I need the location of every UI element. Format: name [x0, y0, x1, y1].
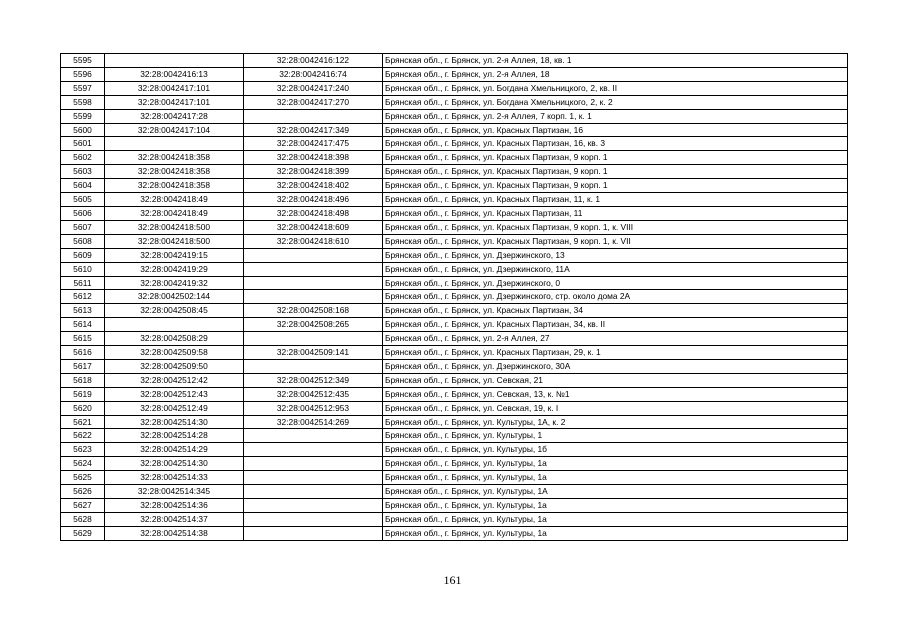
- table-row: [61, 457, 848, 471]
- table-row: [61, 276, 848, 290]
- building-cadastral-cell: [244, 248, 383, 262]
- row-number-cell: 5598: [61, 95, 105, 109]
- building-cadastral-cell: [244, 443, 383, 457]
- table-row: [61, 95, 848, 109]
- address-cell: Брянская обл., г. Брянск, ул. Дзержинского, 0: [383, 276, 848, 290]
- parcel-cadastral-cell: 32:28:0042418:500: [105, 234, 244, 248]
- address-cell: Брянская обл., г. Брянск, ул. Красных Партизан, 11, к. 1: [383, 193, 848, 207]
- parcel-cadastral-cell: 32:28:0042418:500: [105, 220, 244, 234]
- building-cadastral-cell: 32:28:0042418:498: [244, 206, 383, 220]
- building-cadastral-cell: 32:28:0042417:240: [244, 81, 383, 95]
- address-cell: Брянская обл., г. Брянск, ул. Дзержинского, 11А: [383, 262, 848, 276]
- address-cell: Брянская обл., г. Брянск, ул. Севская, 19, к. I: [383, 401, 848, 415]
- address-cell: Брянская обл., г. Брянск, ул. Культуры, 1а: [383, 499, 848, 513]
- address-cell: Брянская обл., г. Брянск, ул. Красных Партизан, 9 корп. 1: [383, 151, 848, 165]
- parcel-cadastral-cell: 32:28:0042512:43: [105, 387, 244, 401]
- row-number-cell: 5599: [61, 109, 105, 123]
- address-cell: Брянская обл., г. Брянск, ул. Культуры, 1а: [383, 512, 848, 526]
- row-number-cell: 5619: [61, 387, 105, 401]
- building-cadastral-cell: [244, 471, 383, 485]
- parcel-cadastral-cell: 32:28:0042418:358: [105, 151, 244, 165]
- row-number-cell: 5627: [61, 499, 105, 513]
- row-number-cell: 5623: [61, 443, 105, 457]
- table-row: [61, 165, 848, 179]
- row-number-cell: 5615: [61, 332, 105, 346]
- table-row: [61, 109, 848, 123]
- row-number-cell: 5604: [61, 179, 105, 193]
- row-number-cell: 5597: [61, 81, 105, 95]
- address-cell: Брянская обл., г. Брянск, ул. Дзержинского, 30А: [383, 359, 848, 373]
- building-cadastral-cell: [244, 276, 383, 290]
- building-cadastral-cell: 32:28:0042514:269: [244, 415, 383, 429]
- row-number-cell: 5616: [61, 346, 105, 360]
- address-cell: Брянская обл., г. Брянск, ул. Культуры, 1а: [383, 457, 848, 471]
- table-row: [61, 443, 848, 457]
- parcel-cadastral-cell: 32:28:0042514:28: [105, 429, 244, 443]
- parcel-cadastral-cell: 32:28:0042514:345: [105, 485, 244, 499]
- address-cell: Брянская обл., г. Брянск, ул. Богдана Хмельницкого, 2, кв. II: [383, 81, 848, 95]
- building-cadastral-cell: 32:28:0042418:610: [244, 234, 383, 248]
- address-cell: Брянская обл., г. Брянск, ул. 2-я Аллея, 18: [383, 67, 848, 81]
- building-cadastral-cell: 32:28:0042508:168: [244, 304, 383, 318]
- building-cadastral-cell: 32:28:0042416:122: [244, 54, 383, 68]
- table-row: [61, 81, 848, 95]
- building-cadastral-cell: [244, 485, 383, 499]
- row-number-cell: 5629: [61, 526, 105, 540]
- parcel-cadastral-cell: 32:28:0042417:104: [105, 123, 244, 137]
- building-cadastral-cell: 32:28:0042512:953: [244, 401, 383, 415]
- address-cell: Брянская обл., г. Брянск, ул. Культуры, 1А: [383, 485, 848, 499]
- parcel-cadastral-cell: 32:28:0042417:101: [105, 95, 244, 109]
- row-number-cell: 5602: [61, 151, 105, 165]
- row-number-cell: 5622: [61, 429, 105, 443]
- address-cell: Брянская обл., г. Брянск, ул. Красных Партизан, 9 корп. 1, к. VIII: [383, 220, 848, 234]
- row-number-cell: 5625: [61, 471, 105, 485]
- parcel-cadastral-cell: 32:28:0042419:32: [105, 276, 244, 290]
- parcel-cadastral-cell: 32:28:0042514:30: [105, 415, 244, 429]
- row-number-cell: 5601: [61, 137, 105, 151]
- row-number-cell: 5603: [61, 165, 105, 179]
- parcel-cadastral-cell: 32:28:0042418:358: [105, 165, 244, 179]
- parcel-cadastral-cell: 32:28:0042514:36: [105, 499, 244, 513]
- parcel-cadastral-cell: 32:28:0042512:49: [105, 401, 244, 415]
- table-row: [61, 429, 848, 443]
- building-cadastral-cell: [244, 359, 383, 373]
- parcel-cadastral-cell: 32:28:0042418:49: [105, 193, 244, 207]
- building-cadastral-cell: 32:28:0042418:398: [244, 151, 383, 165]
- address-cell: Брянская обл., г. Брянск, ул. Красных Партизан, 29, к. 1: [383, 346, 848, 360]
- parcel-cadastral-cell: [105, 137, 244, 151]
- table-row: [61, 262, 848, 276]
- table-row: [61, 137, 848, 151]
- table-row: [61, 234, 848, 248]
- address-cell: Брянская обл., г. Брянск, ул. Дзержинского, 13: [383, 248, 848, 262]
- row-number-cell: 5617: [61, 359, 105, 373]
- parcel-cadastral-cell: 32:28:0042514:38: [105, 526, 244, 540]
- table-row: [61, 318, 848, 332]
- building-cadastral-cell: 32:28:0042417:349: [244, 123, 383, 137]
- table-row: [61, 332, 848, 346]
- table-row: [61, 471, 848, 485]
- parcel-cadastral-cell: 32:28:0042419:29: [105, 262, 244, 276]
- table-row: [61, 206, 848, 220]
- address-cell: Брянская обл., г. Брянск, ул. Красных Партизан, 11: [383, 206, 848, 220]
- address-cell: Брянская обл., г. Брянск, ул. Красных Партизан, 9 корп. 1, к. VII: [383, 234, 848, 248]
- row-number-cell: 5624: [61, 457, 105, 471]
- row-number-cell: 5608: [61, 234, 105, 248]
- building-cadastral-cell: [244, 512, 383, 526]
- building-cadastral-cell: 32:28:0042512:435: [244, 387, 383, 401]
- building-cadastral-cell: [244, 262, 383, 276]
- parcel-cadastral-cell: 32:28:0042514:29: [105, 443, 244, 457]
- table-row: [61, 499, 848, 513]
- table-row: [61, 346, 848, 360]
- building-cadastral-cell: 32:28:0042418:399: [244, 165, 383, 179]
- building-cadastral-cell: 32:28:0042509:141: [244, 346, 383, 360]
- parcel-cadastral-cell: [105, 54, 244, 68]
- row-number-cell: 5614: [61, 318, 105, 332]
- row-number-cell: 5607: [61, 220, 105, 234]
- parcel-cadastral-cell: 32:28:0042508:45: [105, 304, 244, 318]
- row-number-cell: 5621: [61, 415, 105, 429]
- table-row: [61, 373, 848, 387]
- table-row: [61, 512, 848, 526]
- building-cadastral-cell: 32:28:0042512:349: [244, 373, 383, 387]
- building-cadastral-cell: 32:28:0042418:496: [244, 193, 383, 207]
- parcel-cadastral-cell: 32:28:0042418:49: [105, 206, 244, 220]
- address-cell: Брянская обл., г. Брянск, ул. Севская, 21: [383, 373, 848, 387]
- building-cadastral-cell: [244, 332, 383, 346]
- row-number-cell: 5618: [61, 373, 105, 387]
- row-number-cell: 5620: [61, 401, 105, 415]
- parcel-cadastral-cell: 32:28:0042502:144: [105, 290, 244, 304]
- row-number-cell: 5606: [61, 206, 105, 220]
- parcel-cadastral-cell: 32:28:0042418:358: [105, 179, 244, 193]
- parcel-cadastral-cell: 32:28:0042417:101: [105, 81, 244, 95]
- row-number-cell: 5610: [61, 262, 105, 276]
- address-cell: Брянская обл., г. Брянск, ул. Красных Партизан, 34: [383, 304, 848, 318]
- row-number-cell: 5605: [61, 193, 105, 207]
- address-cell: Брянская обл., г. Брянск, ул. Севская, 13, к. №1: [383, 387, 848, 401]
- parcel-cadastral-cell: 32:28:0042509:58: [105, 346, 244, 360]
- table-row: [61, 179, 848, 193]
- parcel-cadastral-cell: 32:28:0042419:15: [105, 248, 244, 262]
- address-cell: Брянская обл., г. Брянск, ул. Культуры, 1а: [383, 526, 848, 540]
- parcel-cadastral-cell: 32:28:0042416:13: [105, 67, 244, 81]
- address-cell: Брянская обл., г. Брянск, ул. Культуры, 1б: [383, 443, 848, 457]
- building-cadastral-cell: [244, 290, 383, 304]
- building-cadastral-cell: [244, 526, 383, 540]
- address-cell: Брянская обл., г. Брянск, ул. Культуры, 1: [383, 429, 848, 443]
- parcel-cadastral-cell: 32:28:0042514:30: [105, 457, 244, 471]
- table-row: [61, 290, 848, 304]
- parcel-cadastral-cell: 32:28:0042514:37: [105, 512, 244, 526]
- building-cadastral-cell: 32:28:0042417:475: [244, 137, 383, 151]
- building-cadastral-cell: [244, 457, 383, 471]
- row-number-cell: 5612: [61, 290, 105, 304]
- table-row: [61, 387, 848, 401]
- table-row: [61, 401, 848, 415]
- table-row: [61, 54, 848, 68]
- table-row: [61, 526, 848, 540]
- building-cadastral-cell: 32:28:0042418:609: [244, 220, 383, 234]
- parcel-cadastral-cell: 32:28:0042509:50: [105, 359, 244, 373]
- address-cell: Брянская обл., г. Брянск, ул. Дзержинского, стр. около дома 2А: [383, 290, 848, 304]
- row-number-cell: 5609: [61, 248, 105, 262]
- parcel-cadastral-cell: [105, 318, 244, 332]
- address-cell: Брянская обл., г. Брянск, ул. Культуры, 1А, к. 2: [383, 415, 848, 429]
- row-number-cell: 5600: [61, 123, 105, 137]
- building-cadastral-cell: [244, 109, 383, 123]
- building-cadastral-cell: 32:28:0042417:270: [244, 95, 383, 109]
- page-number: 161: [443, 573, 462, 587]
- address-cell: Брянская обл., г. Брянск, ул. Красных Партизан, 16: [383, 123, 848, 137]
- parcel-cadastral-cell: 32:28:0042512:42: [105, 373, 244, 387]
- row-number-cell: 5595: [61, 54, 105, 68]
- parcel-cadastral-cell: 32:28:0042514:33: [105, 471, 244, 485]
- address-cell: Брянская обл., г. Брянск, ул. Богдана Хмельницкого, 2, к. 2: [383, 95, 848, 109]
- address-cell: Брянская обл., г. Брянск, ул. Культуры, 1а: [383, 471, 848, 485]
- address-cell: Брянская обл., г. Брянск, ул. 2-я Аллея, 18, кв. 1: [383, 54, 848, 68]
- table-row: [61, 415, 848, 429]
- building-cadastral-cell: 32:28:0042418:402: [244, 179, 383, 193]
- row-number-cell: 5626: [61, 485, 105, 499]
- row-number-cell: 5628: [61, 512, 105, 526]
- parcel-cadastral-cell: 32:28:0042508:29: [105, 332, 244, 346]
- registry-table-body: [61, 54, 848, 541]
- address-cell: Брянская обл., г. Брянск, ул. 2-я Аллея, 27: [383, 332, 848, 346]
- address-cell: Брянская обл., г. Брянск, ул. Красных Партизан, 9 корп. 1: [383, 179, 848, 193]
- building-cadastral-cell: 32:28:0042508:265: [244, 318, 383, 332]
- address-cell: Брянская обл., г. Брянск, ул. Красных Партизан, 16, кв. 3: [383, 137, 848, 151]
- address-cell: Брянская обл., г. Брянск, ул. 2-я Аллея, 7 корп. 1, к. 1: [383, 109, 848, 123]
- table-row: [61, 220, 848, 234]
- building-cadastral-cell: 32:28:0042416:74: [244, 67, 383, 81]
- table-row: [61, 485, 848, 499]
- row-number-cell: 5611: [61, 276, 105, 290]
- parcel-cadastral-cell: 32:28:0042417:28: [105, 109, 244, 123]
- address-cell: Брянская обл., г. Брянск, ул. Красных Партизан, 9 корп. 1: [383, 165, 848, 179]
- row-number-cell: 5613: [61, 304, 105, 318]
- table-row: [61, 193, 848, 207]
- registry-table: [60, 53, 848, 541]
- table-row: [61, 248, 848, 262]
- table-row: [61, 123, 848, 137]
- building-cadastral-cell: [244, 499, 383, 513]
- building-cadastral-cell: [244, 429, 383, 443]
- table-row: [61, 304, 848, 318]
- table-row: [61, 67, 848, 81]
- table-row: [61, 151, 848, 165]
- table-row: [61, 359, 848, 373]
- address-cell: Брянская обл., г. Брянск, ул. Красных Партизан, 34, кв. II: [383, 318, 848, 332]
- row-number-cell: 5596: [61, 67, 105, 81]
